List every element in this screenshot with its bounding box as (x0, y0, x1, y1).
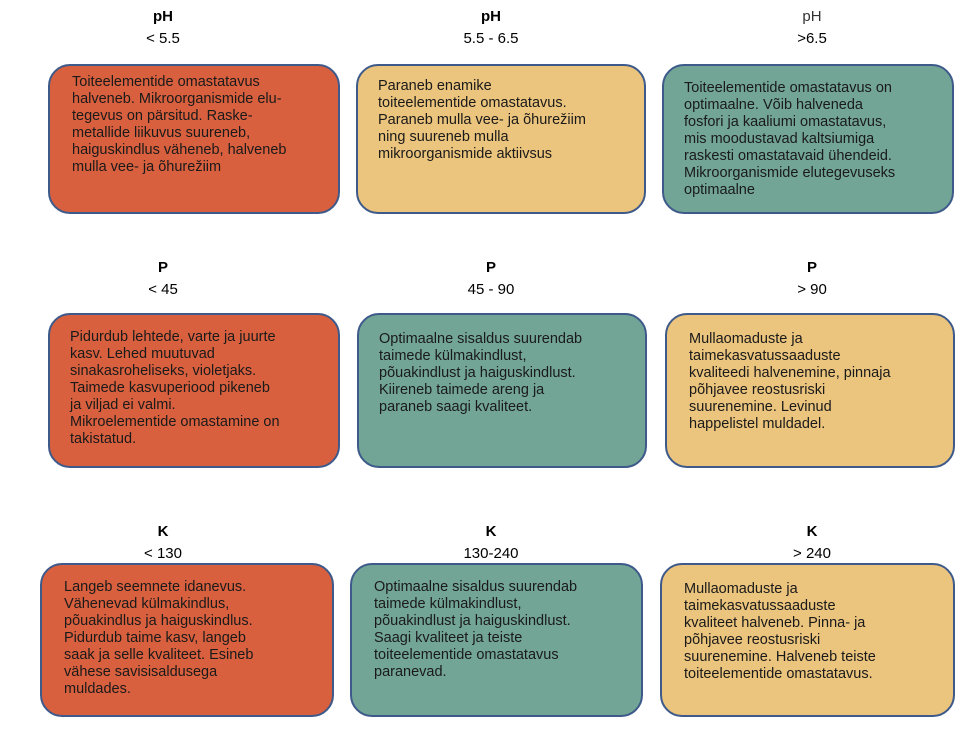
header-p-high (712, 257, 912, 301)
header-k-high (712, 521, 912, 565)
header-title: P (485, 259, 496, 276)
header-range: 5.5 - 6.5 (463, 30, 519, 47)
header-title: K (157, 523, 169, 540)
card-text: Langeb seemnete idanevus. Vähenevad külmakindlus, põuakindlus ja haiguskindlus. Pidurdub taime kasv, langeb saak ja selle kvaliteet. Esineb vähese savisisaldusega muldades. (64, 579, 254, 697)
header-range: > 240 (793, 545, 831, 562)
card-text: Mullaomaduste ja taimekasvatussaaduste kvaliteet halveneb. Pinna- ja põhjavee reostusriski suurenemine. Halveneb teiste toiteelementide omastatavus. (684, 581, 876, 682)
header-p-mid (391, 257, 591, 301)
card-text: Toiteelementide omastatavus halveneb. Mikroorganismide elu- tegevus on pärsitud. Raske- metallide liikuvus suureneb, haiguskindlus väheneb, halveneb mulla vee- ja õhurežiim (72, 74, 287, 175)
card-p-mid (357, 313, 647, 468)
card-ph-mid (356, 64, 646, 214)
header-title: pH (802, 8, 822, 25)
card-ph-high (662, 64, 954, 214)
header-title: P (157, 259, 168, 276)
card-text: Paraneb enamike toiteelementide omastatavus. Paraneb mulla vee- ja õhurežiim ning suureneb mulla mikroorganismide aktiivsus (378, 78, 586, 162)
header-ph-mid (391, 6, 591, 50)
header-title: K (485, 523, 497, 540)
header-p-low (63, 257, 263, 301)
header-ph-low (63, 6, 263, 50)
card-text: Pidurdub lehtede, varte ja juurte kasv. Lehed muutuvad sinakasroheliseks, violetjaks. Taimede kasvuperiood pikeneb ja viljad ei valmi. Mikroelementide omastamine on takistatud. (70, 329, 280, 447)
header-range: 45 - 90 (467, 281, 515, 298)
header-range: < 130 (144, 545, 182, 562)
card-k-low (40, 563, 334, 717)
card-p-low (48, 313, 340, 468)
header-range: 130-240 (463, 545, 519, 562)
card-k-mid (350, 563, 643, 717)
header-ph-high (712, 6, 912, 50)
header-title: pH (481, 8, 501, 25)
header-range: >6.5 (797, 30, 827, 47)
card-ph-low (48, 64, 340, 214)
header-title: P (806, 259, 817, 276)
header-range: < 5.5 (146, 30, 180, 47)
header-k-low (63, 521, 263, 565)
header-title: K (806, 523, 818, 540)
card-text: Toiteelementide omastatavus on optimaalne. Võib halveneda fosfori ja kaaliumi omastatavus, mis moodustavad kaltsiumiga raskesti omastatavaid ühendeid. Mikroorganismide elutegevuseks optimaalne (684, 80, 896, 198)
card-k-high (660, 563, 955, 717)
card-text: Optimaalne sisaldus suurendab taimede külmakindlust, põuakindlust ja haiguskindlust. Saagi kvaliteet ja teiste toiteelementide omastatavus paranevad. (374, 579, 578, 680)
card-p-high (665, 313, 955, 468)
header-k-mid (391, 521, 591, 565)
header-range: > 90 (797, 281, 827, 298)
header-title: pH (153, 8, 173, 25)
card-text: Mullaomaduste ja taimekasvatussaaduste kvaliteedi halvenemine, pinnaja põhjavee reostusriski suurenemine. Levinud happelistel muldadel. (689, 331, 891, 432)
card-text: Optimaalne sisaldus suurendab taimede külmakindlust, põuakindlust ja haiguskindlust. Kiireneb taimede areng ja paraneb saagi kvaliteet. (379, 331, 583, 415)
header-range: < 45 (148, 281, 178, 298)
